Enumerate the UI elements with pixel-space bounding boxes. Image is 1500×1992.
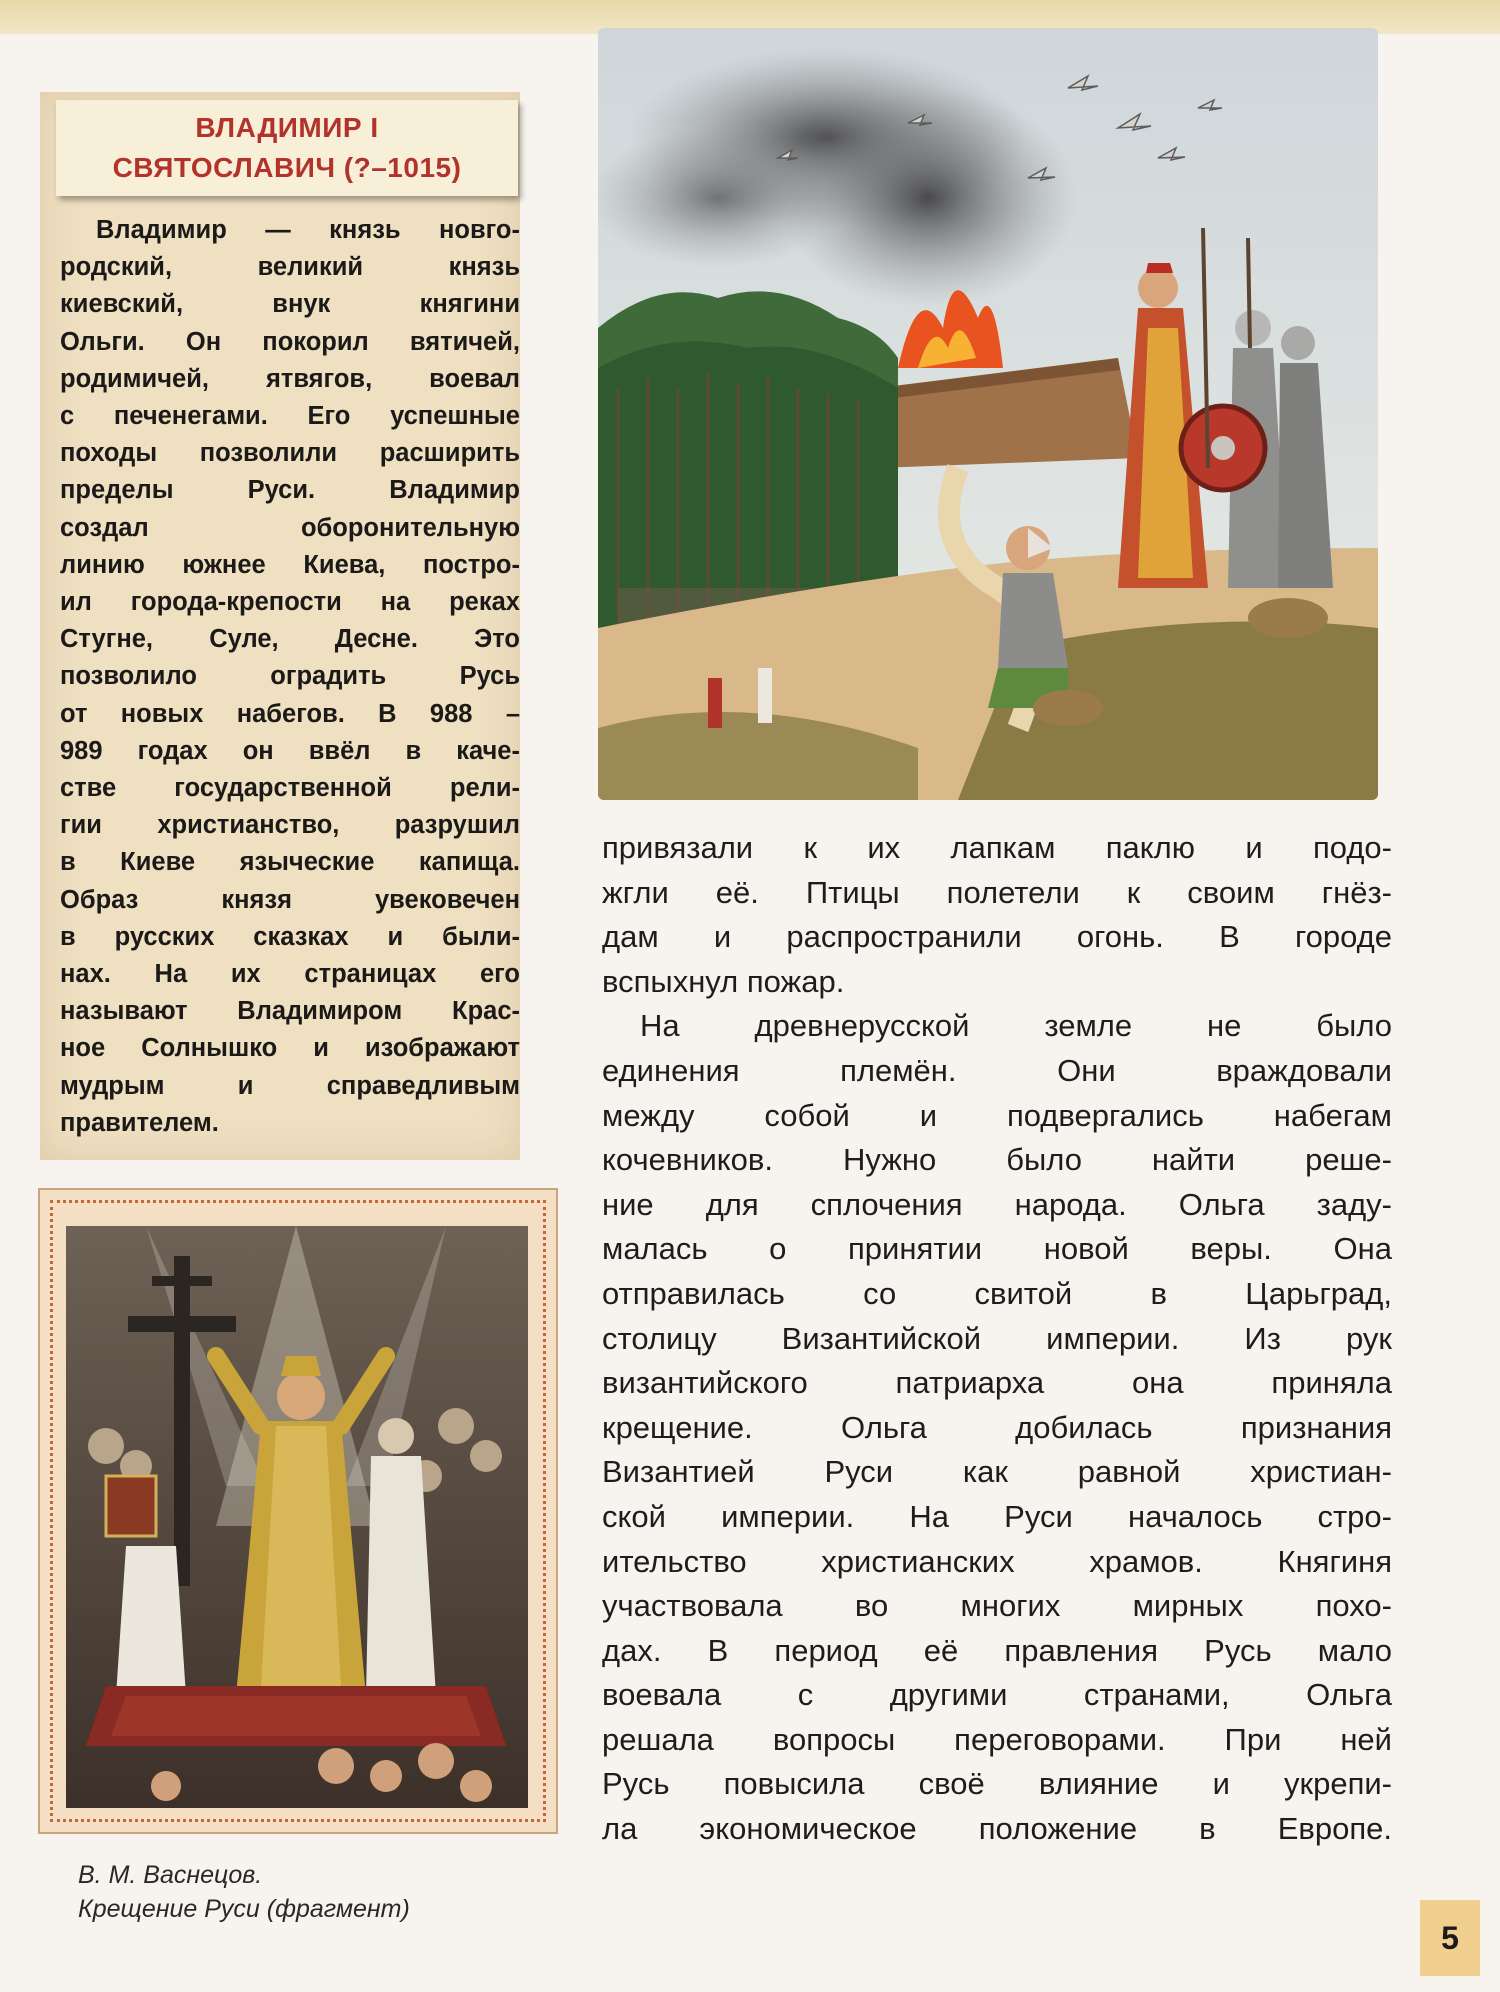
biography-line: пределы Руси. Владимир [60,476,520,505]
main-line: малась о принятии новой веры. Она [602,1231,1392,1267]
main-line: участвовала во многих мирных похо- [602,1588,1392,1624]
main-line: вспыхнул пожар. [602,963,845,999]
biography-line: от новых набегов. В 988 – [60,699,520,728]
main-line: дам и распространили огонь. В городе [602,919,1392,955]
biography-line: гии христианство, разрушил [60,811,520,840]
biography-title-line-1: ВЛАДИМИР I [195,112,379,143]
main-line: столицу Византийской империи. Из рук [602,1320,1392,1356]
biography-line: Ольги. Он покорил вятичей, [60,327,520,356]
main-line: ительство христианских храмов. Княгиня [602,1543,1392,1579]
main-line: крещение. Ольга добилась признания [602,1409,1392,1445]
biography-line: позволило оградить Русь [60,662,520,691]
page-number: 5 [1420,1900,1480,1976]
main-line: Византией Руси как равной христиан- [602,1454,1392,1490]
main-text [602,826,1392,1852]
biography-line: нах. На их страницах его [60,960,520,989]
biography-line: Образ князя увековечен [60,885,520,914]
main-line: между собой и подвергались набегам [602,1097,1392,1133]
biography-line: правителем. [60,1108,219,1137]
main-line: ние для сплочения народа. Ольга заду- [602,1186,1392,1222]
biography-title [56,100,518,196]
biography-line: называют Владимиром Крас- [60,997,520,1026]
main-line: единения племён. Они враждовали [602,1052,1392,1088]
biography-line: 989 годах он ввёл в каче- [60,736,520,765]
biography-line: киевский, внук княгини [60,290,520,319]
caption-title: Крещение Руси (фрагмент) [78,1895,410,1923]
main-line: ской империи. На Руси началось стро- [602,1498,1392,1534]
main-line: привязали к их лапкам паклю и подо- [602,830,1392,865]
biography-line: создал оборонительную [60,513,520,542]
main-line: византийского патриарха она приняла [602,1365,1392,1401]
main-line: воевала с другими странами, Ольга [602,1677,1392,1713]
biography-line: ное Солнышко и изображают [60,1034,520,1063]
main-line: кочевников. Нужно было найти реше- [602,1142,1392,1178]
biography-line: Владимир — князь новго- [96,216,520,244]
biography-line: мудрым и справедливым [60,1071,520,1100]
main-line: На древнерусской земле не было [640,1008,1392,1044]
main-line: ла экономическое положение в Европе. [602,1811,1392,1847]
main-line: решала вопросы переговорами. При ней [602,1721,1392,1757]
biography-line: линию южнее Киева, постро- [60,550,520,579]
biography-line: стве государственной рели- [60,774,520,803]
main-line: отправилась со свитой в Царьград, [602,1275,1392,1311]
biography-line: ил города-крепости на реках [60,588,520,617]
main-line: жгли её. Птицы полетели к своим гнёз- [602,874,1392,910]
caption-author: В. М. Васнецов. [78,1861,263,1889]
biography-line: с печенегами. Его успешные [60,402,520,431]
biography-line: в Киеве языческие капища. [60,848,520,877]
biography-line: родский, великий князь [60,253,520,282]
main-line: дах. В период её правления Русь мало [602,1632,1392,1668]
biography-title-line-2: СВЯТОСЛАВИЧ (?–1015) [112,152,462,183]
main-line: Русь повысила своё влияние и укрепи- [602,1766,1392,1802]
biography-line: родимичей, ятвягов, воевал [60,364,520,393]
biography-text [60,212,520,1142]
painting-caption [78,1858,538,1926]
baptism-of-rus-painting [66,1226,528,1808]
biography-line: Стугне, Суле, Десне. Это [60,625,520,654]
biography-line: в русских сказках и были- [60,922,520,951]
biography-line: походы позволили расширить [60,439,520,468]
burning-fortress-illustration [598,28,1378,800]
